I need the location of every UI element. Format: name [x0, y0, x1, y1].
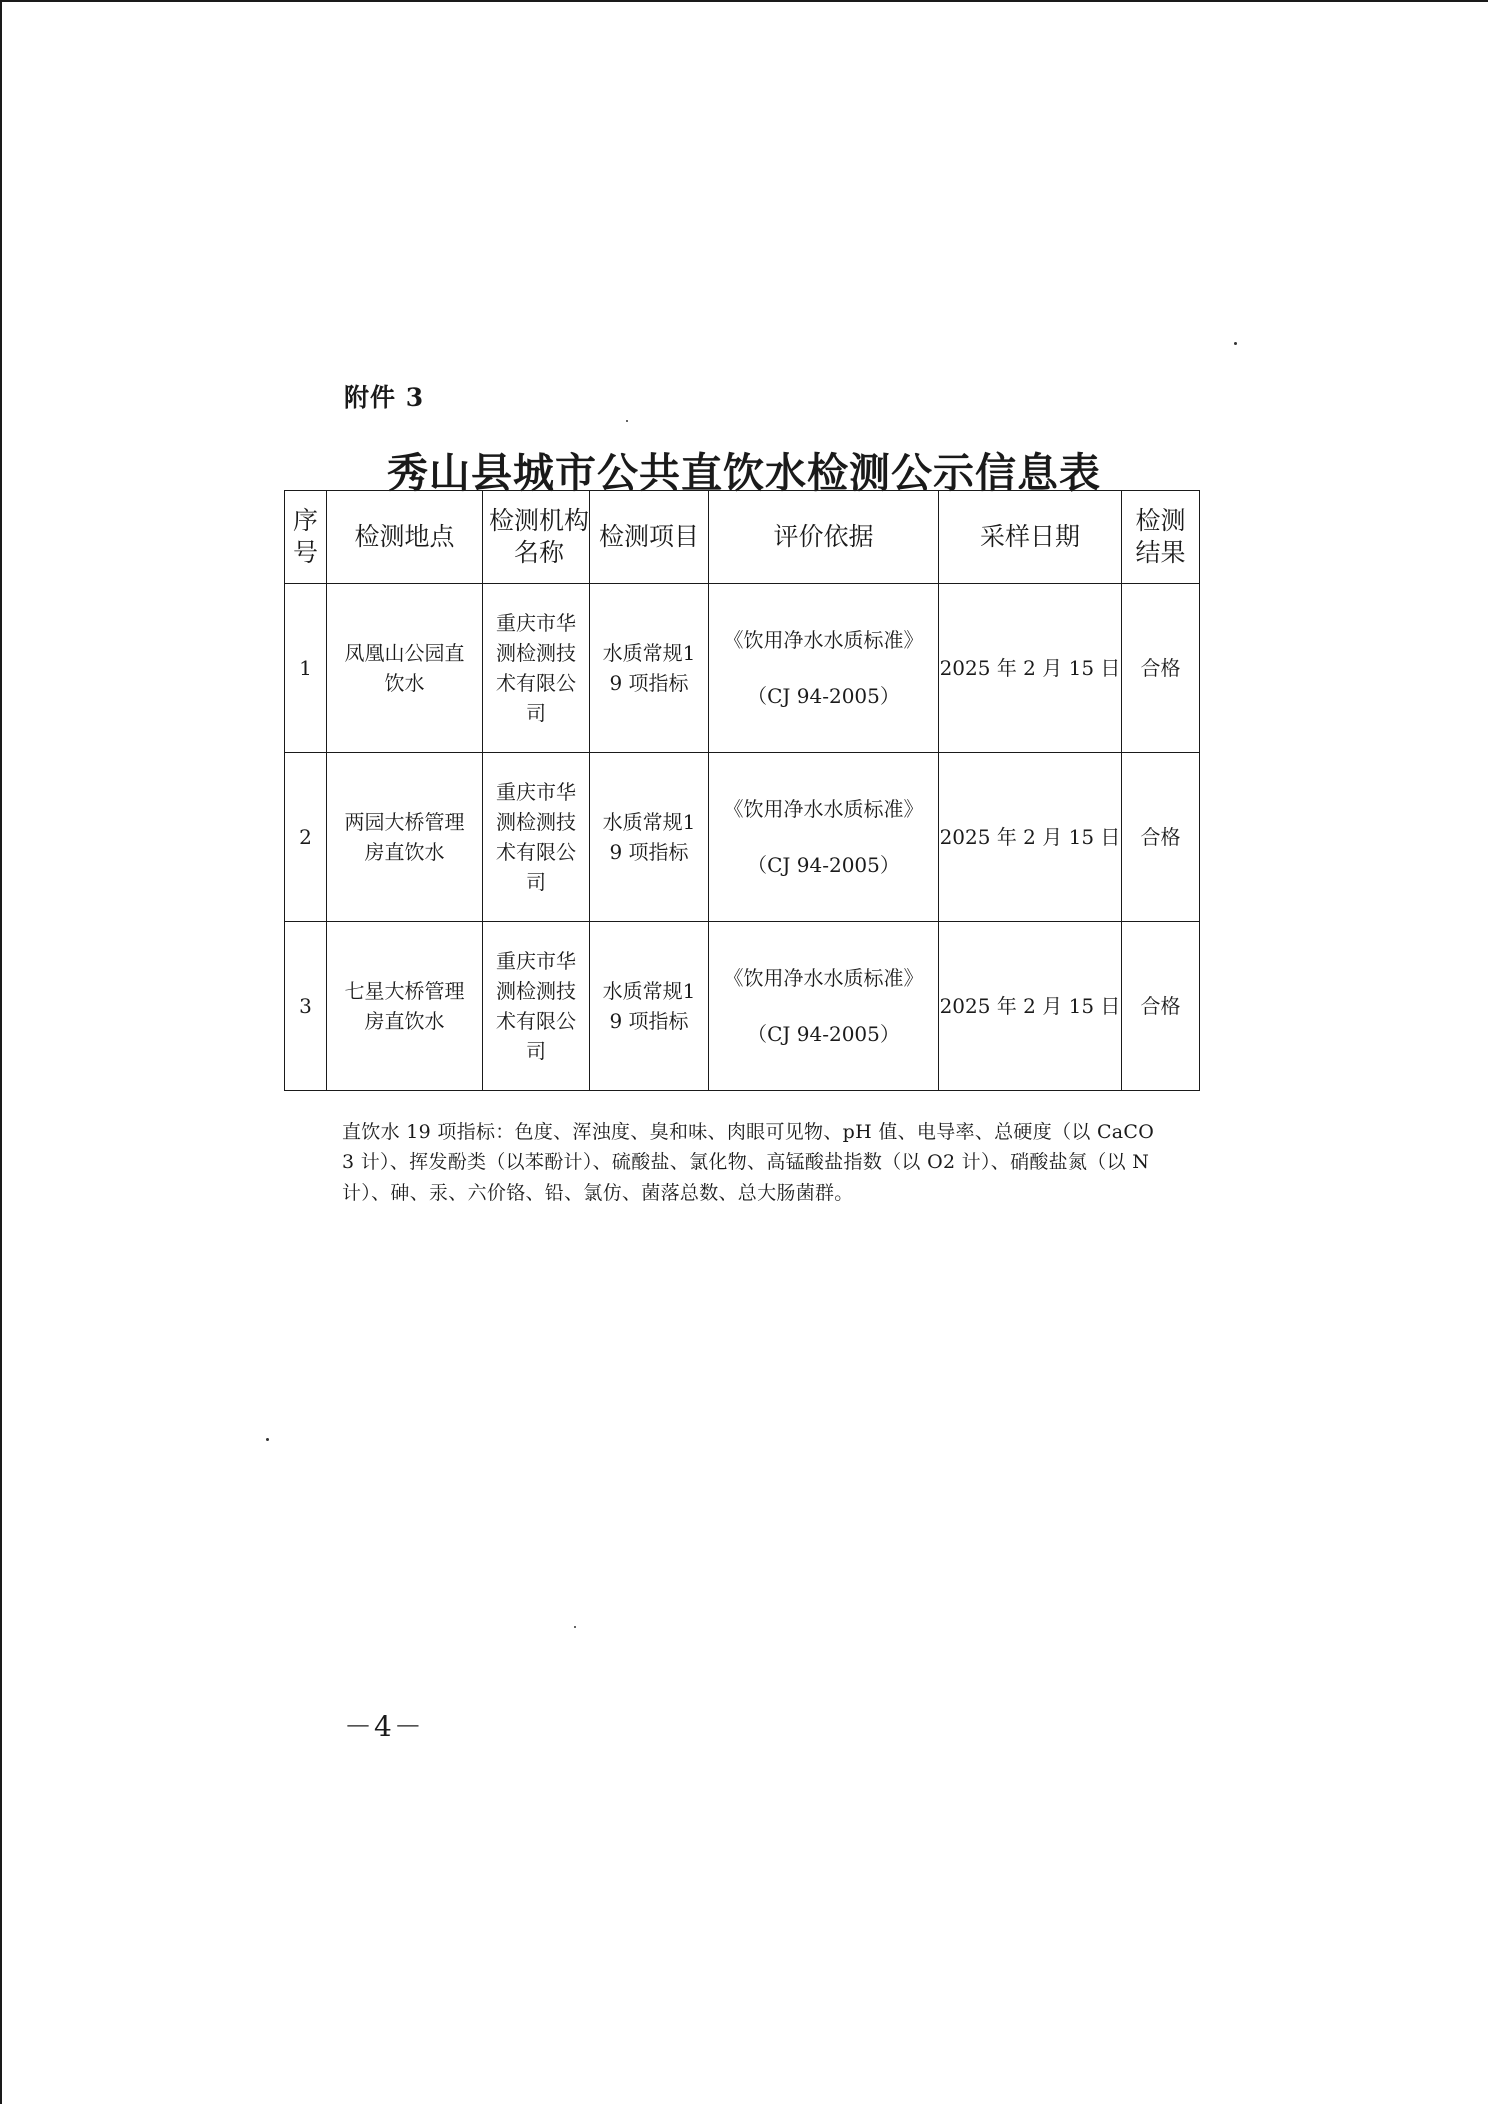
row-agency: 重庆市华测检测技术有限公司 — [483, 584, 590, 753]
basis-code: （CJ 94-2005） — [747, 684, 900, 708]
header-item: 检测项目 — [590, 491, 709, 584]
header-result: 检测结果 — [1122, 491, 1200, 584]
table-row — [285, 584, 1200, 753]
inspection-info-table — [284, 490, 1200, 1091]
row-location: 七星大桥管理房直饮水 — [327, 922, 483, 1091]
row-item: 水质常规19 项指标 — [590, 922, 709, 1091]
row-result: 合格 — [1122, 922, 1200, 1091]
row-index: 3 — [285, 922, 327, 1091]
row-agency: 重庆市华测检测技术有限公司 — [483, 753, 590, 922]
scan-speck — [1234, 342, 1237, 345]
row-basis — [709, 922, 939, 1091]
table-row — [285, 922, 1200, 1091]
row-item: 水质常规19 项指标 — [590, 584, 709, 753]
basis-title: 《饮用净水水质标准》 — [723, 966, 924, 990]
row-date: 2025 年 2 月 15 日 — [939, 922, 1122, 1091]
row-result: 合格 — [1122, 584, 1200, 753]
header-index: 序号 — [285, 491, 327, 584]
scan-speck — [574, 1626, 576, 1628]
header-location: 检测地点 — [327, 491, 483, 584]
basis-code: （CJ 94-2005） — [747, 853, 900, 877]
row-index: 2 — [285, 753, 327, 922]
row-agency: 重庆市华测检测技术有限公司 — [483, 922, 590, 1091]
row-location: 两园大桥管理房直饮水 — [327, 753, 483, 922]
header-date: 采样日期 — [939, 491, 1122, 584]
basis-code: （CJ 94-2005） — [747, 1022, 900, 1046]
footnote-indicator-list: 直饮水 19 项指标：色度、浑浊度、臭和味、肉眼可见物、pH 值、电导率、总硬度（以 CaCO 3 计）、挥发酚类（以苯酚计）、硫酸盐、氯化物、高锰酸盐指数（以 O2 计）、硝酸盐氮（以 N 计）、砷、汞、六价铬、铅、氯仿、菌落总数、总大肠菌群。 — [342, 1121, 1155, 1204]
basis-title: 《饮用净水水质标准》 — [723, 628, 924, 652]
scan-speck — [626, 420, 628, 422]
header-basis: 评价依据 — [709, 491, 939, 584]
row-basis — [709, 584, 939, 753]
scan-speck — [266, 1438, 269, 1441]
row-date: 2025 年 2 月 15 日 — [939, 584, 1122, 753]
attachment-label: 附件 3 — [344, 383, 425, 412]
table-row — [285, 753, 1200, 922]
header-agency: 检测机构名称 — [483, 491, 590, 584]
row-basis — [709, 753, 939, 922]
page-number: －4－ — [344, 1710, 424, 1743]
row-item: 水质常规19 项指标 — [590, 753, 709, 922]
row-result: 合格 — [1122, 753, 1200, 922]
row-date: 2025 年 2 月 15 日 — [939, 753, 1122, 922]
document-title: 秀山县城市公共直饮水检测公示信息表 — [387, 449, 1101, 497]
row-location: 凤凰山公园直饮水 — [327, 584, 483, 753]
row-index: 1 — [285, 584, 327, 753]
basis-title: 《饮用净水水质标准》 — [723, 797, 924, 821]
table-header-row — [285, 491, 1200, 584]
